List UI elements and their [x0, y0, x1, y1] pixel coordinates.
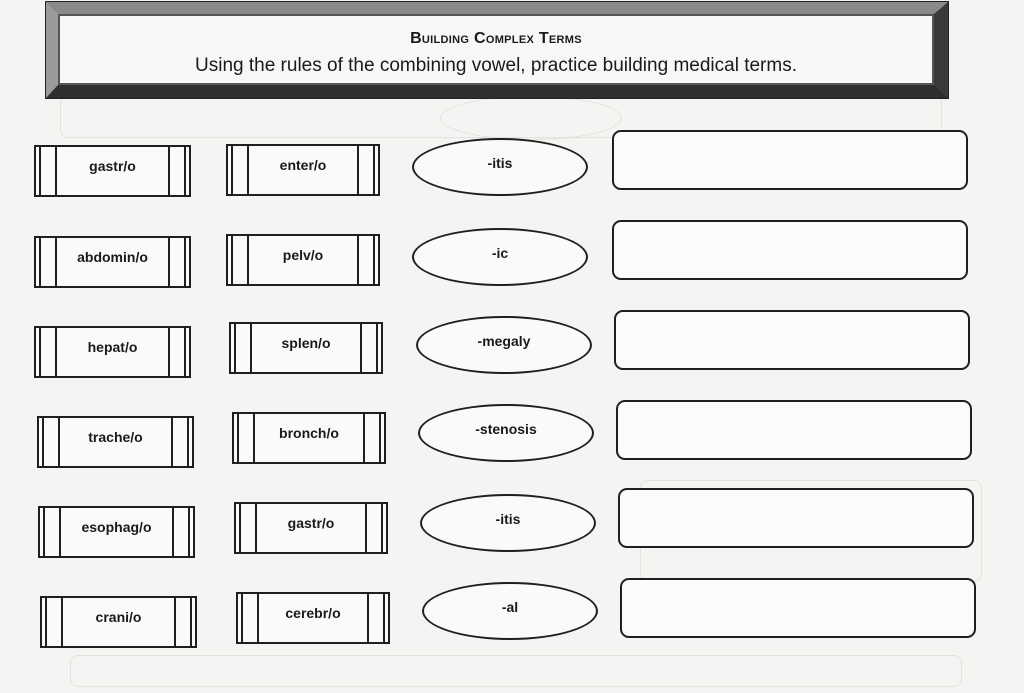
- word-root-label: gastr/o: [89, 158, 136, 174]
- word-root-card: [34, 236, 191, 288]
- worksheet-heading: Building Complex Terms: [410, 30, 582, 47]
- answer-box[interactable]: [616, 400, 972, 460]
- word-root-card: [37, 416, 194, 468]
- suffix-oval: [420, 494, 596, 552]
- suffix-oval: [416, 316, 592, 374]
- word-root-card: [38, 506, 195, 558]
- word-root-card: [34, 326, 191, 378]
- word-root-label: splen/o: [281, 335, 331, 351]
- word-root-card: [236, 592, 390, 644]
- word-root-label: pelv/o: [282, 247, 324, 263]
- term-row: [0, 144, 1024, 214]
- suffix-oval: [422, 582, 598, 640]
- word-root-label: hepat/o: [87, 339, 138, 355]
- suffix-oval: [412, 228, 588, 286]
- term-row: [0, 416, 1024, 486]
- title-banner: [46, 2, 948, 98]
- suffix-label: -al: [501, 599, 519, 615]
- term-row: [0, 326, 1024, 396]
- word-root-card: [226, 144, 380, 196]
- word-root-card: [40, 596, 197, 648]
- suffix-label: -stenosis: [475, 421, 537, 437]
- word-root-label: enter/o: [279, 157, 327, 173]
- word-root-card: [234, 502, 388, 554]
- term-row: [0, 506, 1024, 576]
- word-root-label: gastr/o: [287, 515, 335, 531]
- word-root-label: trache/o: [88, 429, 143, 445]
- word-root-label: cerebr/o: [285, 605, 341, 621]
- term-row: [0, 236, 1024, 306]
- term-row: [0, 596, 1024, 666]
- word-root-card: [229, 322, 383, 374]
- word-root-label: crani/o: [95, 609, 142, 625]
- answer-box[interactable]: [618, 488, 974, 548]
- suffix-oval: [418, 404, 594, 462]
- worksheet-instructions: Using the rules of the combining vowel, practice building medical terms.: [195, 55, 797, 76]
- suffix-label: -itis: [487, 155, 513, 171]
- suffix-label: -ic: [491, 245, 509, 261]
- suffix-oval: [412, 138, 588, 196]
- suffix-label: -megaly: [477, 333, 531, 349]
- answer-box[interactable]: [612, 220, 968, 280]
- word-root-label: esophag/o: [81, 519, 152, 535]
- answer-box[interactable]: [614, 310, 970, 370]
- answer-box[interactable]: [612, 130, 968, 190]
- word-root-label: abdomin/o: [77, 249, 148, 265]
- bleed-through-shape: [440, 96, 622, 140]
- word-root-card: [232, 412, 386, 464]
- suffix-label: -itis: [495, 511, 521, 527]
- word-root-card: [34, 145, 191, 197]
- answer-box[interactable]: [620, 578, 976, 638]
- word-root-label: bronch/o: [279, 425, 339, 441]
- word-root-card: [226, 234, 380, 286]
